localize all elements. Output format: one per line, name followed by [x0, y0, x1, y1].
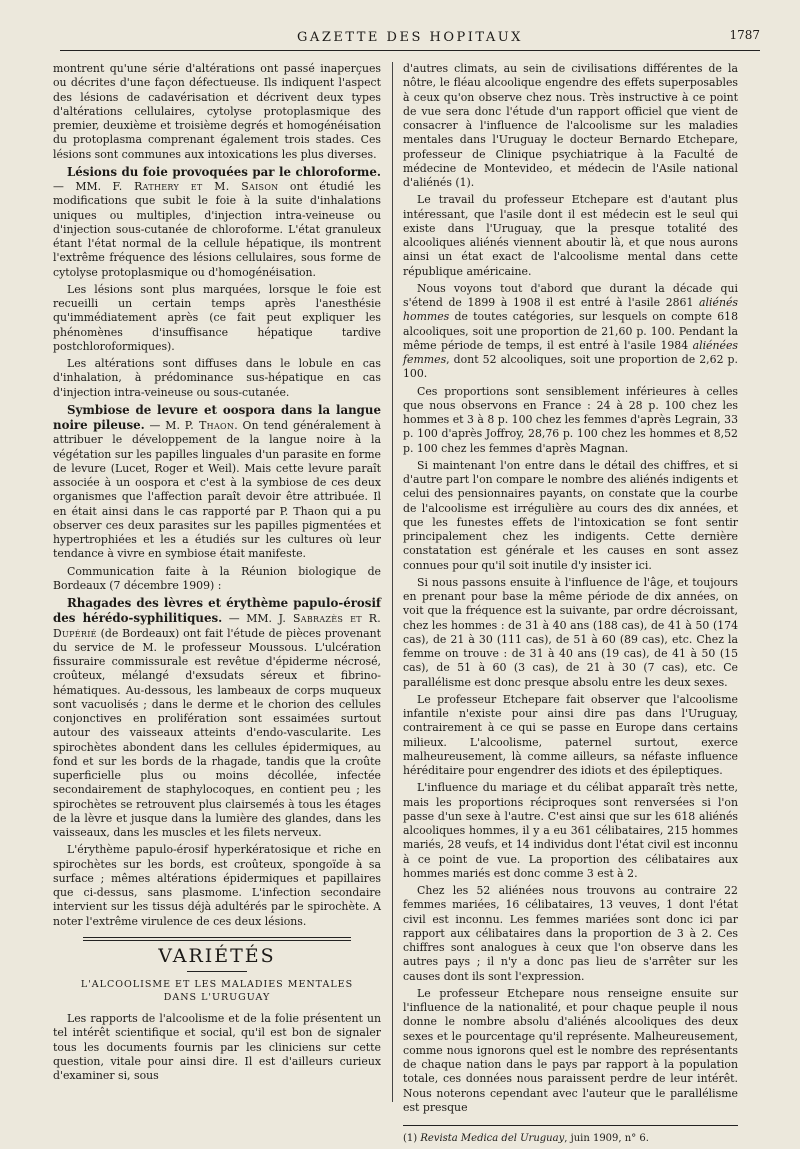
page-number: 1787 [729, 28, 760, 42]
paragraph: Le professeur Etchepare fait observer que l'alcoolisme infantile n'existe pour ainsi dire pas dans l'Uruguay, contrairement à ce qui se passe en Europe dans certains milieux. L'alcoolisme, paternel surtout, exerce malheureusement, là comme ailleurs, sa néfaste influence héréditaire pour engendrer des idiots et des épileptiques. [403, 692, 738, 777]
section-rhagades: Rhagades des lèvres et érythème papulo-érosif des hérédo-syphilitiques. — MM. J. Sabrazès et R. Dupérié (de Bordeaux) ont fait l'étude de pièces provenant du service de M. le professeur Moussous. L'ulcération fissuraire commissurale est revêtue d'épiderme nécrosé, croûteux, mélangé d'exsudats séreux et fibrino-hématiques. Au-dessous, les lambeaux de corps muqueux sont vacuolisés ; dans le derme et le chorion des cellules conjonctives en prolifération sont essaimées surtout autour des vaisseaux atteints d'endo-vascularite. Les spirochètes abondent dans les cellules épidermiques, au fond et sur les bords de la rhagade, tandis que la croûte superficielle plus ou moins décollée, infectée secondairement de staphylocoques, en contient peu ; les spirochètes se retrouvent plus clairsemés à tous les étages de la lèvre et jusque dans la lumière des glandes, dans les vaisseaux, dans les muscles et les filets nerveux. [53, 596, 381, 839]
section-chloroform: Lésions du foie provoquées par le chloroforme. — MM. F. Rathery et M. Saison ont étudié les modifications que subit le foie à la suite d'inhalations uniques ou multiples, d'injection intra-veineuse ou d'injection sous-cutanée de chloroforme. L'état granuleux étant l'état normal de la cellule hépatique, ils montrent l'extrême fréquence des lésions cellulaires, sous forme de cytolyse protoplasmique ou d'homogénéisation. [53, 164, 381, 279]
author-names: J. Sabrazès et R. Dupérié [53, 612, 381, 640]
communication-note: Communication faite à la Réunion biologique de Bordeaux (7 décembre 1909) : [53, 564, 381, 592]
author-names: F. Rathery et M. Saison [112, 180, 279, 193]
paragraph: Les rapports de l'alcoolisme et de la folie présentent un tel intérêt scientifique et social, qu'il est bon de signaler tous les documents fournis par les cliniciens sur cette question, vitale pour ainsi dire. Il est d'ailleurs curieux d'examiner si, sous [53, 1012, 381, 1082]
paragraph: L'érythème papulo-érosif hyperkératosique et riche en spirochètes sur les bords, est croûteux, spongoïde à sa surface ; mêmes altérations épidermiques et papillaires que ci-dessus, sans plasmome. L'infection secondaire intervient sur les tissus déjà adultérés par le spirochète. A noter l'extrême virulence de ces deux lésions. [53, 843, 381, 928]
article-title: L'ALCOOLISME ET LES MALADIES MENTALES DANS L'URUGUAY [80, 979, 354, 1003]
paragraph: Le travail du professeur Etchepare est d'autant plus intéressant, que l'asile dont il est médecin est le seul qui existe dans l'Uruguay, que la presque totalité des alcooliques aliénés viennent aboutir là, et que nous aurons ainsi un état exact de l'alcoolisme mental dans cette république américaine. [403, 193, 738, 278]
section-divider [83, 937, 351, 941]
paragraph: Nous voyons tout d'abord que durant la décade qui s'étend de 1899 à 1908 il est entré à l'asile 2861 aliénés hommes de toutes catégories, sur lesquels on compte 618 alcooliques, soit une proportion de 21,60 p. 100. Pendant la même période de temps, il est entré à l'asile 1984 aliénées femmes, dont 52 alcooliques, soit une proportion de 2,62 p. 100. [403, 281, 738, 381]
paragraph: montrent qu'une série d'altérations ont passé inaperçues ou décrites d'une façon défectueuse. Ils indiquent l'aspect des lésions de cadavérisation et décrivent deux types d'altérations cellulaires, cytolyse protoplasmique des premier, deuxième et troisième degrés et homogénéisation du protoplasma comprenant également trois stades. Ces lésions sont communes aux intoxications les plus diverses. [53, 62, 381, 161]
author-names: P. Thaon [184, 419, 235, 432]
left-column [53, 62, 381, 1086]
paragraph: Le professeur Etchepare nous renseigne ensuite sur l'influence de la nationalité, et pour chaque peuple il nous donne le nombre absolu d'aliénés alcooliques des deux sexes et le pourcentage qu'il représente. Malheureusement, comme nous ignorons quel est le nombre des représentants de chaque nation dans le pays par rapport à la population totale, ces données nous paraissent perdre de leur intérêt. Nous noterons cependant avec l'auteur que le parallélisme est presque [403, 986, 738, 1114]
paragraph: d'autres climats, au sein de civilisations différentes de la nôtre, le fléau alcoolique engendre des effets superposables à ceux qu'on observe chez nous. Très instructive à ce point de vue sera donc l'étude d'un rapport officiel que vient de consacrer à l'influence de l'alcoolisme sur les maladies mentales dans l'Uruguay le docteur Bernardo Etchepare, professeur de Clinique psychiatrique à la Faculté de médecine de Montevideo, et médecin de l'Asile national d'aliénés (1). [403, 62, 738, 189]
paragraph: Les lésions sont plus marquées, lorsque le foie est recueilli un certain temps après l'anesthésie qu'immédiatement après (ce fait peut expliquer les phénomènes d'insuffisance hépatique tardive postchloroformiques). [53, 282, 381, 353]
paragraph: Chez les 52 aliénées nous trouvons au contraire 22 femmes mariées, 16 célibataires, 13 veuves, 1 dont l'état civil est inconnu. Les femmes mariées sont donc ici par rapport aux célibataires dans la proportion de 3 à 2. Ces chiffres sont analogues à ceux que l'on observe dans les autres pays ; il n'y a donc pas lieu de s'arrêter sur les causes dont ils sont l'expression. [403, 884, 738, 983]
journal-title: GAZETTE DES HOPITAUX [297, 30, 523, 45]
paragraph: Ces proportions sont sensiblement inférieures à celles que nous observons en France : 24 à 28 p. 100 chez les hommes et 3 à 8 p. 100 chez les femmes d'après Legrain, 33 p. 100 d'après Joffroy, 28,76 p. 100 chez les hommes et 8,52 p. 100 chez les femmes d'après Magnan. [403, 384, 739, 455]
section-heading: Rhagades des lèvres et érythème papulo-érosif des hérédo-syphilitiques. [53, 596, 381, 626]
right-column [403, 62, 738, 1149]
paragraph: Les altérations sont diffuses dans le lobule en cas d'inhalation, à prédominance sus-hépatique en cas d'injection intra-veineuse ou sous-cutanée. [53, 357, 381, 399]
paragraph: L'influence du mariage et du célibat apparaît très nette, mais les proportions réciproques sont renversées si l'on passe d'un sexe à l'autre. C'est ainsi que sur les 618 aliénés alcooliques hommes, il y a eu 361 célibataires, 215 hommes mariés, 28 veufs, et 14 individus dont l'état civil est inconnu à ce point de vue. La proportion des célibataires aux hommes mariés est donc comme 3 est à 2. [403, 781, 738, 880]
column-divider [392, 62, 393, 1102]
varietes-heading: VARIÉTÉS [158, 944, 276, 967]
section-langue-noire: Symbiose de levure et oospora dans la langue noire pileuse. — M. P. Thaon. On tend généralement à attribuer le développement de la langue noire à la végétation sur les papilles linguales d'un parasite en forme de levure (Lucet, Roger et Weil). Mais cette levure paraît associée à un oospora et c'est à la symbiose de ces deux organismes que l'affection paraît devoir être attribuée. Il en était ainsi dans le cas rapporté par P. Thaon qui a pu observer ces deux parasites sur les papilles pigmentées et hypertrophiées et les a étudiés sur les cultures où leur tendance à vivre en symbiose était manifeste. [53, 402, 381, 561]
paragraph: Si maintenant l'on entre dans le détail des chiffres, et si d'autre part l'on compare le nombre des aliénés indigents et celui des pensionnaires payants, on constate que la courbe de l'alcoolisme est irrégulière au cours des dix années, et que les funestes effets de l'intoxication se font sentir principalement chez les indigents. Cette dernière constatation est générale et les causes en sont assez connues pour qu'il soit inutile d'y insister ici. [403, 458, 738, 572]
paragraph: Si nous passons ensuite à l'influence de l'âge, et toujours en prenant pour base la même période de dix années, on voit que la fréquence est la suivante, par ordre décroissant, chez les hommes : de 31 à 40 ans (188 cas), de 41 à 50 (174 cas), de 21 à 30 (111 cas), de 51 à 60 (89 cas), etc. Chez la femme on trouve : de 31 à 40 ans (19 cas), de 41 à 50 (15 cas), de 51 à 60 (3 cas), de 21 à 30 (7 cas), etc. Ce parallélisme est donc presque absolu entre les deux sexes. [403, 575, 738, 689]
section-heading: Lésions du foie provoquées par le chloroforme. [67, 164, 381, 179]
footnote: (1) Revista Medica del Uruguay, juin 1909, n° 6. [403, 1133, 649, 1144]
section-heading: Symbiose de levure et oospora dans la langue noire pileuse. [53, 402, 381, 432]
running-header [60, 28, 760, 51]
short-rule [187, 971, 247, 972]
